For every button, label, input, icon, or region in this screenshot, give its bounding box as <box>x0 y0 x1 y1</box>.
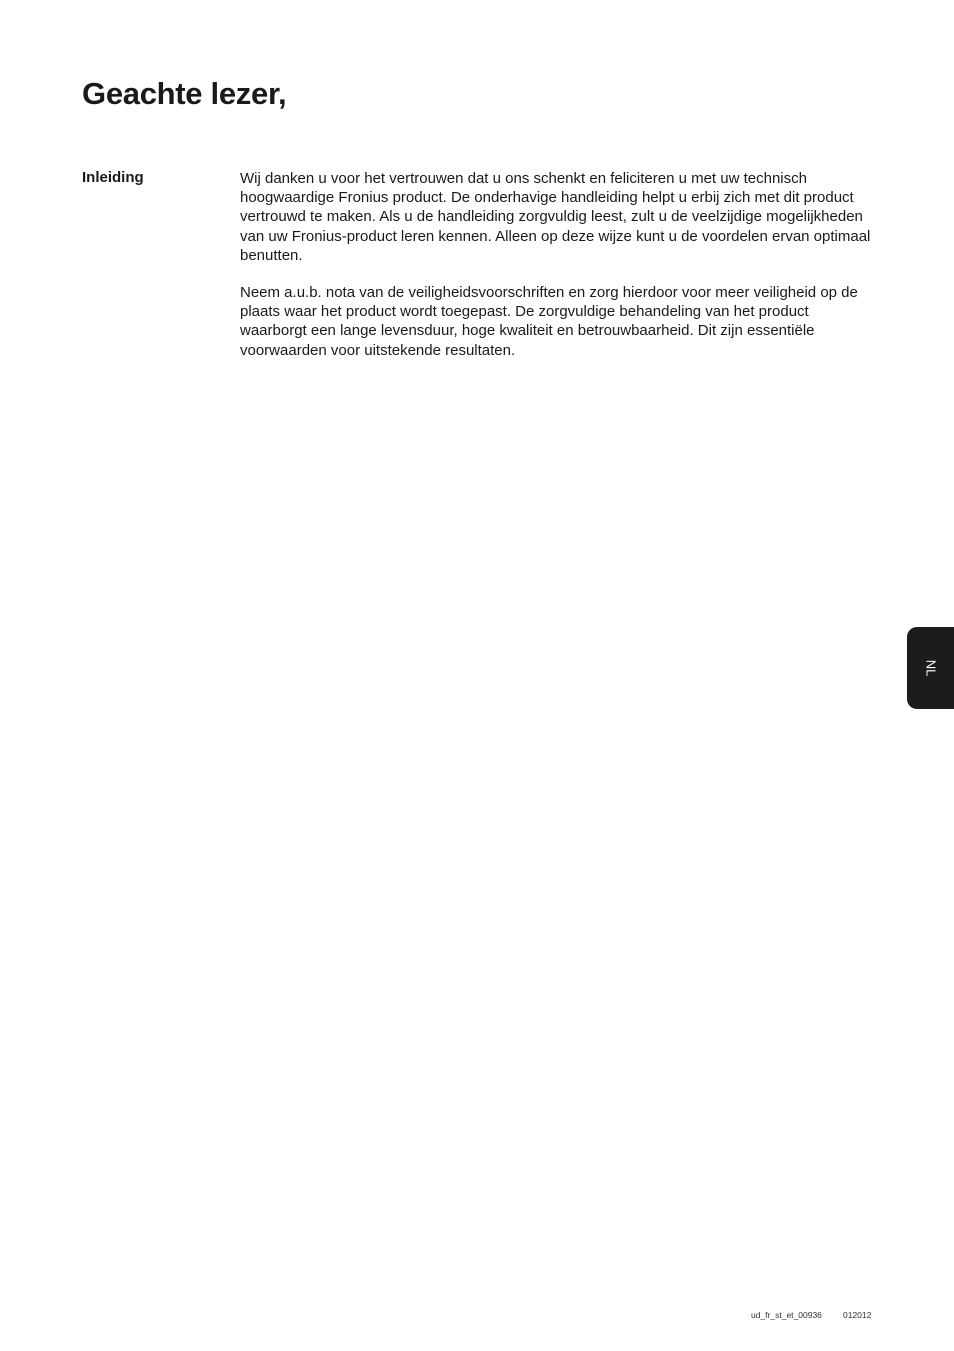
safety-paragraph: Neem a.u.b. nota van de veiligheidsvoorschriften en zorg hierdoor voor meer veiligheid op de plaats waar het product wordt toegepast. De zorgvuldige behandeling van het product waarborgt een lange levensduur, hoge kwaliteit en betrouwbaarheid. Dit zijn essentiële voorwaarden voor uitstekende resultaten. <box>240 284 858 359</box>
page-title: Geachte lezer, <box>82 76 287 111</box>
section-body <box>240 169 872 378</box>
language-tab-label: NL <box>923 659 938 677</box>
footer-document-code: ud_fr_st_et_00936 <box>751 1310 822 1320</box>
intro-paragraph: Wij danken u voor het vertrouwen dat u ons schenkt en feliciteren u met uw technisch hoogwaardige Fronius product. De onderhavige handleiding helpt u erbij zich met dit product vertrouwd te maken. Als u de handleiding zorgvuldig leest, zult u de veelzijdige mogelijkheden van uw Fronius-product leren kennen. Alleen op deze wijze kunt u de voordelen ervan optimaal benutten. <box>240 170 871 264</box>
section-label: Inleiding <box>82 169 144 186</box>
footer-date-code: 012012 <box>843 1310 872 1320</box>
language-tab <box>907 627 954 709</box>
